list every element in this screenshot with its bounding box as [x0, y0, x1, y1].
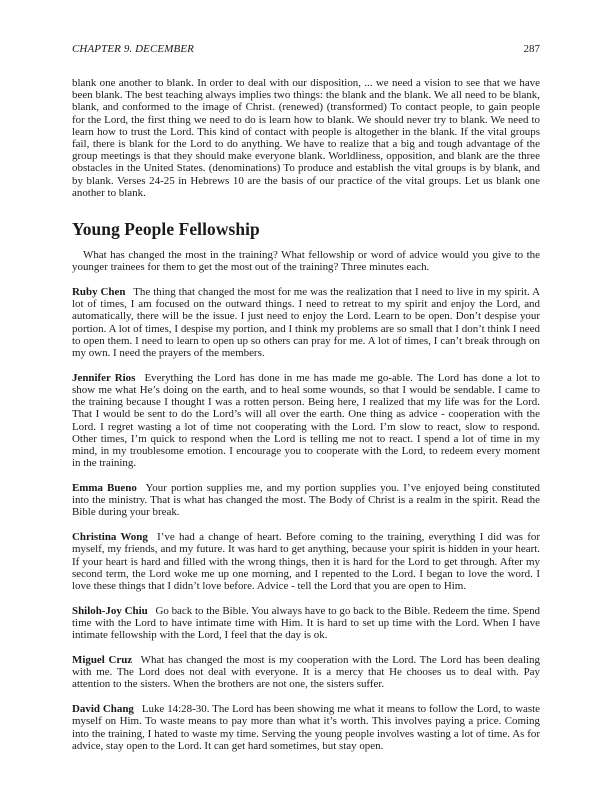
speaker-name: Shiloh-Joy Chiu — [72, 604, 148, 617]
section-prompt: What has changed the most in the training? What fellowship or word of advice would you give to the younger trainees for them to get the most out of the training? Three minutes each. — [72, 249, 540, 274]
fellowship-entry — [72, 372, 540, 470]
entry-text: The thing that changed the most for me was the realization that I need to live in my spirit. A lot of times, I am focused on the outward things. I need to retreat to my spirit and enjoy the Lord, and automatically, there will be the issue. I just need to enjoy the Lord. Learn to be open. Don’t despise your portion. A lot of times, I despise my portion, and I think my problems are so small that I don’t think I need to open them. I need to learn to open up so others can pray for me. A lot of times, I can’t break through on my own. I need the prayers of the members. — [72, 286, 540, 360]
document-page — [72, 42, 540, 752]
speaker-name: Jennifer Rios — [72, 371, 136, 384]
running-header — [72, 42, 540, 56]
fellowship-entry — [72, 703, 540, 752]
section-heading: Young People Fellowship — [72, 219, 260, 240]
entry-text: Luke 14:28-30. The Lord has been showing me what it means to follow the Lord, to waste myself on Him. To waste means to pay more than what it’s worth. This involves paying a price. Coming into the training, I hated to waste my time. Serving the young people involves wasting a lot of time. As for advice, stay open to the Lord. It can get hard sometimes, but stay open. — [72, 703, 541, 752]
fellowship-entry — [72, 482, 540, 519]
fellowship-entry — [72, 286, 540, 359]
page-number: 287 — [523, 43, 540, 55]
speaker-name: Miguel Cruz — [72, 654, 133, 667]
fellowship-entries — [72, 286, 540, 752]
speaker-name: Emma Bueno — [72, 482, 137, 495]
fellowship-entry — [72, 654, 540, 691]
continued-paragraph: blank one another to blank. In order to deal with our disposition, ... we need a vision to see that we have been blank. The best teaching always implies two things: the blank and the blank. We all need to be blank, blank, and conformed to the image of Christ. (renewed) (transformed) To contact people, to gain people for the Lord, the first thing we need to do is learn how to blank. We should never try to blank. We need to learn how to trust the Lord. This kind of contact with people is altogether in the blank. If the vital groups fail, there is blank for the Lord to do anything. We have to realize that a big and tough advantage of the group meetings is that they should make everyone blank. Worldliness, opposition, and blank are the three obstacles in the United States. (denominations) To produce and establish the vital groups is by blank, and by blank. Verses 24-25 in Hebrews 10 are the basis of our practice of the vital groups. Let us blank one another to blank. — [72, 77, 540, 199]
entry-text: What has changed the most is my cooperation with the Lord. The Lord has been dealing with me. The Lord does not deal with everyone. It is a mercy that He chooses us to deal with. Pay attention to the sisters. When the brothers are not one, the sisters suffer. — [72, 654, 540, 691]
speaker-name: David Chang — [72, 703, 134, 716]
chapter-title: CHAPTER 9. DECEMBER — [72, 43, 194, 55]
speaker-name: Christina Wong — [72, 531, 148, 544]
fellowship-entry — [72, 531, 540, 592]
speaker-name: Ruby Chen — [72, 286, 126, 299]
entry-text: Your portion supplies me, and my portion supplies you. I’ve enjoyed being constituted into the ministry. That is what has changed the most. The Body of Christ is a realm in the spirit. Read the Bible during your break. — [72, 482, 541, 519]
entry-text: I’ve had a change of heart. Before coming to the training, everything I did was for myself, my friends, and my future. It was hard to get anything, because your spirit is hidden in your heart. If your heart is hard and filled with the wrong things, then it is hard for the Lord to get through. After my second term, the Lord woke me up one morning, and I repented to the Lord. I began to love the word. I love these things that I didn’t love before. Advice - tell the Lord that you are open to Him. — [72, 531, 540, 593]
fellowship-entry — [72, 605, 540, 642]
entry-text: Everything the Lord has done in me has made me go-able. The Lord has done a lot to show me what He’s doing on the earth, and to heal some wounds, so that I would be sendable. I came to the training because I thought I was a rotten person. Being here, I realized that my life was for the Lord. That I would be sent to do the Lord’s will all over the earth. One thing as advice - cooperation with the Lord. I regret wasting a lot of time not cooperating with the Lord. I’m slow to react, slow to respond. Other times, I’m quick to respond when the Lord is telling me not to react. I spend a lot of time in my mind, in my troublesome emotion. I encourage you to cooperate with the Lord, to redeem every moment in the training. — [72, 371, 540, 470]
entry-text: Go back to the Bible. You always have to go back to the Bible. Redeem the time. Spend time with the Lord to have intimate time with Him. It is hard to set up time with the Lord. When I have intimate fellowship with the Lord, I feel that the day is ok. — [72, 604, 541, 642]
